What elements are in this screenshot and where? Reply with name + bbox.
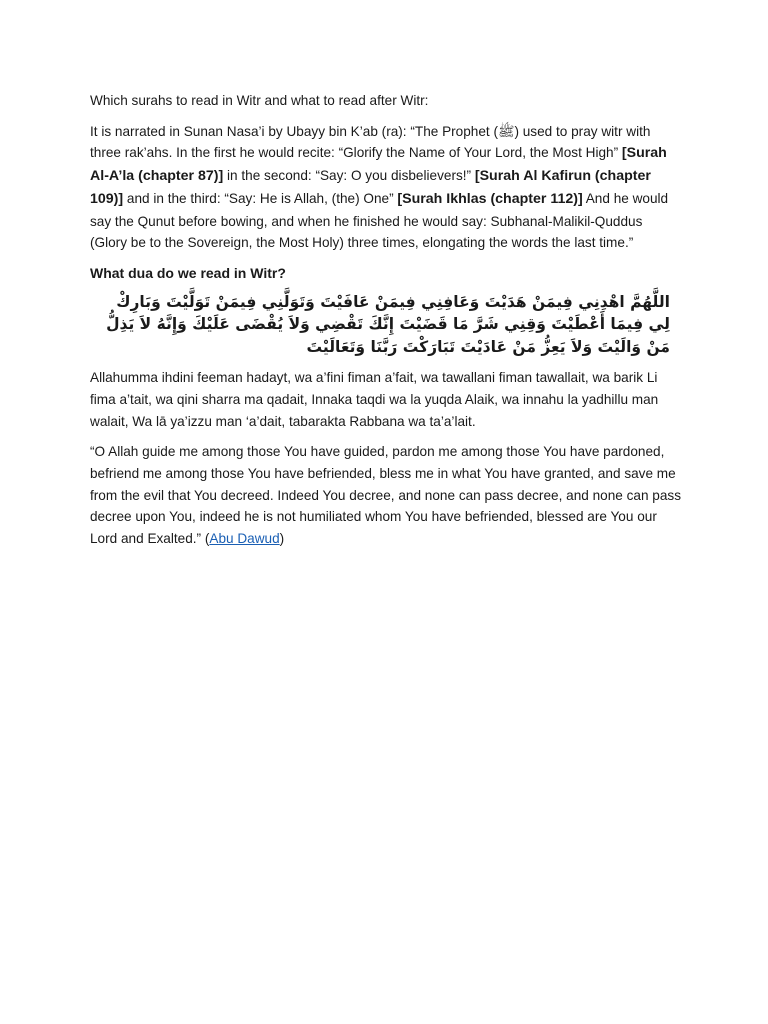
translation-text: “O Allah guide me among those You have guided, pardon me among those You have pardoned, befriend me among those You have befriended, bless me in what You have granted, and save me from the evil that You decreed. Indeed You decree, and none can pass decree, and none can pass decree upon You, indeed he is not humiliated whom You have befriended, blessed are You our Lord and Exalted.” (	[90, 444, 682, 547]
intro-paragraph: Which surahs to read in Witr and what to read after Witr:	[90, 93, 429, 108]
narration-text-2: in the second: “Say: O you disbelievers!”	[223, 168, 475, 184]
narration-text-1: It is narrated in Sunan Nasa’i by Ubayy bin K’ab (ra): “The Prophet (ﷺ) used to pray witr with three rak’ahs. In the first he would recite: “Glorify the Name of Your Lord, the Most High”	[90, 123, 651, 161]
document-page	[90, 90, 682, 559]
translation-close: )	[279, 531, 285, 547]
abu-dawud-link[interactable]: Abu Dawud	[209, 531, 280, 547]
surah-ala-reference: [Surah Al-A’la (chapter 87)]	[90, 145, 667, 185]
surah-kafirun-reference: [Surah Al Kafirun (chapter 109)]	[90, 168, 651, 207]
narration-text-4: And he would say the Qunut before bowing, and when he finished he would say: Subhanal-Malikil-Quddus (Glory be to the Sovereign, the Most Holy) three times, elongating the words the last time.”	[90, 190, 669, 251]
surah-ikhlas-reference: [Surah Ikhlas (chapter 112)]	[397, 190, 583, 207]
narration-paragraph	[90, 121, 682, 254]
transliteration-paragraph: Allahumma ihdini feeman hadayt, wa a’fini fiman a’fait, wa tawallani fiman tawallait, wa barik Li fima a’tait, wa qini sharra ma qadait, Innaka taqdi wa la yuqda Alaik, wa innahu la yadhillu man walait, Wa lā ya’izzu man ‘a’dait, tabarakta Rabbana wa ta’a’lait.	[90, 370, 659, 429]
dua-heading: What dua do we read in Witr?	[90, 264, 286, 281]
narration-text-3: and in the third: “Say: He is Allah, (the) One”	[123, 190, 398, 206]
translation-paragraph	[90, 441, 682, 550]
arabic-dua-text: اللَّهُمَّ اهْدِنِي فِيمَنْ هَدَيْتَ وَعَافِنِي فِيمَنْ عَافَيْتَ وَتَوَلَّنِي فِيمَنْ تَوَلَّيْتَ وَبَارِكْ لِي فِيمَا أَعْطَيْتَ وَقِنِي شَرَّ مَا قَضَيْتَ إِنَّكَ تَقْضِي وَلاَ يُقْضَى عَلَيْكَ وَإِنَّهُ لاَ يَذِلُّ مَنْ وَالَيْتَ وَلاَ يَعِزُّ مَنْ عَادَيْتَ تَبَارَكْتَ رَبَّنَا وَتَعَالَيْتَ	[106, 292, 670, 356]
